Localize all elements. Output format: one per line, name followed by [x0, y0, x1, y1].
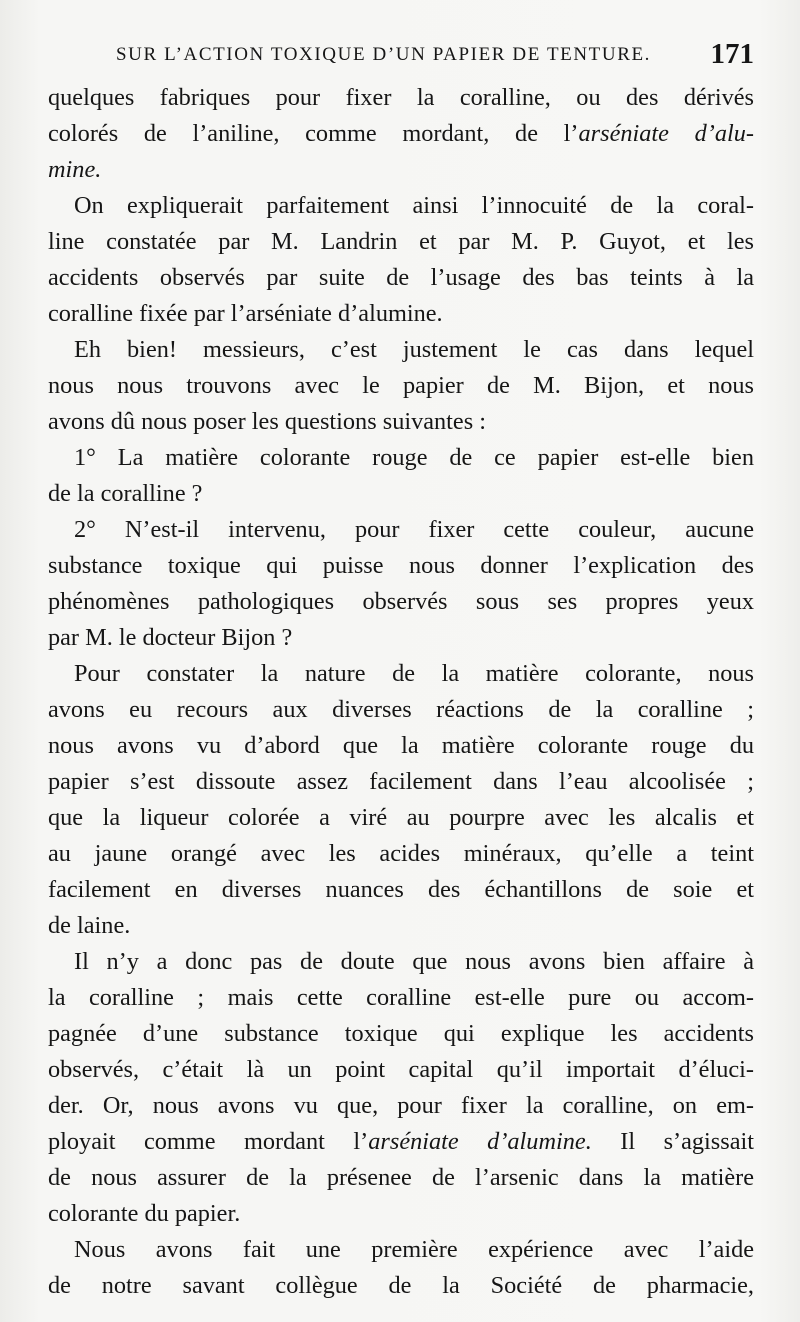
text-line-content: ployait comme mordant l’: [48, 1128, 369, 1155]
text-line-content: pagnée d’une substance toxique qui explique les accidents: [48, 1020, 754, 1047]
text-line-content: de notre savant collègue de la Société de pharmacie,: [48, 1272, 754, 1299]
text-line: [48, 1124, 754, 1160]
text-line: [48, 944, 754, 980]
text-line-content: der. Or, nous avons vu que, pour fixer la coralline, on em-: [48, 1092, 754, 1119]
text-line-content: par M. le docteur Bijon ?: [48, 624, 293, 651]
body-text: [48, 80, 754, 1304]
italic-text: arséniate d’alu-: [578, 120, 754, 147]
text-line: [48, 260, 754, 296]
text-line: [48, 548, 754, 584]
text-line-content: facilement en diverses nuances des échantillons de soie et: [48, 876, 754, 903]
text-line-content: coralline fixée par l’arséniate d’alumine.: [48, 300, 443, 327]
text-line: [48, 1196, 754, 1232]
text-line: [48, 656, 754, 692]
page-number: 171: [710, 38, 754, 70]
text-line-content: 2° N’est-il intervenu, pour fixer cette couleur, aucune: [74, 516, 754, 543]
text-line-content: avons eu recours aux diverses réactions de la coralline ;: [48, 696, 754, 723]
text-line: [48, 404, 754, 440]
text-line-content: Nous avons fait une première expérience avec l’aide: [74, 1236, 754, 1263]
text-line: [48, 1088, 754, 1124]
text-line-content: de nous assurer de la présenee de l’arsenic dans la matière: [48, 1164, 754, 1191]
text-line: [48, 1268, 754, 1304]
running-title: SUR L’ACTION TOXIQUE D’UN PAPIER DE TENTURE.: [116, 44, 652, 65]
text-line: [48, 476, 754, 512]
text-line: [48, 368, 754, 404]
text-line: [48, 152, 754, 188]
text-line: [48, 1160, 754, 1196]
text-line-content: Pour constater la nature de la matière colorante, nous: [74, 660, 754, 687]
text-line-content: accidents observés par suite de l’usage des bas teints à la: [48, 264, 754, 291]
text-line-content: au jaune orangé avec les acides minéraux, qu’elle a teint: [48, 840, 754, 867]
text-line: [48, 188, 754, 224]
text-line-content: colorés de l’aniline, comme mordant, de l’: [48, 120, 579, 147]
text-line-content: papier s’est dissoute assez facilement dans l’eau alcoolisée ;: [48, 768, 754, 795]
text-line-content: line constatée par M. Landrin et par M. P. Guyot, et les: [48, 228, 754, 255]
text-line-content: Il n’y a donc pas de doute que nous avons bien affaire à: [74, 948, 754, 975]
text-line-content: substance toxique qui puisse nous donner l’explication des: [48, 552, 754, 579]
running-head: [48, 38, 754, 78]
text-line-content: On expliquerait parfaitement ainsi l’innocuité de la coral-: [74, 192, 754, 219]
text-line-content: de laine.: [48, 912, 131, 939]
text-line: [48, 692, 754, 728]
text-line: [48, 332, 754, 368]
text-line: [48, 80, 754, 116]
text-line: [48, 512, 754, 548]
text-line-content: phénomènes pathologiques observés sous ses propres yeux: [48, 588, 754, 615]
text-line: [48, 116, 754, 152]
text-line: [48, 764, 754, 800]
text-line: [48, 908, 754, 944]
text-line: [48, 800, 754, 836]
text-line: [48, 836, 754, 872]
text-line: [48, 1052, 754, 1088]
text-line: [48, 296, 754, 332]
text-line-content: la coralline ; mais cette coralline est-elle pure ou accom-: [48, 984, 754, 1011]
text-line: [48, 1016, 754, 1052]
text-line: [48, 872, 754, 908]
text-line-content: Eh bien! messieurs, c’est justement le cas dans lequel: [74, 336, 754, 363]
text-line-content: de la coralline ?: [48, 480, 203, 507]
text-line: [48, 620, 754, 656]
text-line: [48, 584, 754, 620]
text-line: [48, 440, 754, 476]
text-line-content: nous nous trouvons avec le papier de M. Bijon, et nous: [48, 372, 754, 399]
text-line: [48, 1232, 754, 1268]
text-line-content: quelques fabriques pour fixer la coralline, ou des dérivés: [48, 84, 754, 111]
italic-text: mine.: [48, 156, 102, 183]
text-line-content: nous avons vu d’abord que la matière colorante rouge du: [48, 732, 754, 759]
text-line-tail: Il s’agissait: [591, 1128, 754, 1155]
text-line-content: observés, c’était là un point capital qu’il importait d’éluci-: [48, 1056, 754, 1083]
text-line-content: avons dû nous poser les questions suivantes :: [48, 408, 486, 435]
text-line-content: que la liqueur colorée a viré au pourpre avec les alcalis et: [48, 804, 754, 831]
text-line-content: colorante du papier.: [48, 1200, 241, 1227]
text-line: [48, 224, 754, 260]
text-line-content: 1° La matière colorante rouge de ce papier est-elle bien: [74, 444, 754, 471]
text-line: [48, 980, 754, 1016]
italic-text: arséniate d’alumine.: [368, 1128, 592, 1155]
text-line: [48, 728, 754, 764]
